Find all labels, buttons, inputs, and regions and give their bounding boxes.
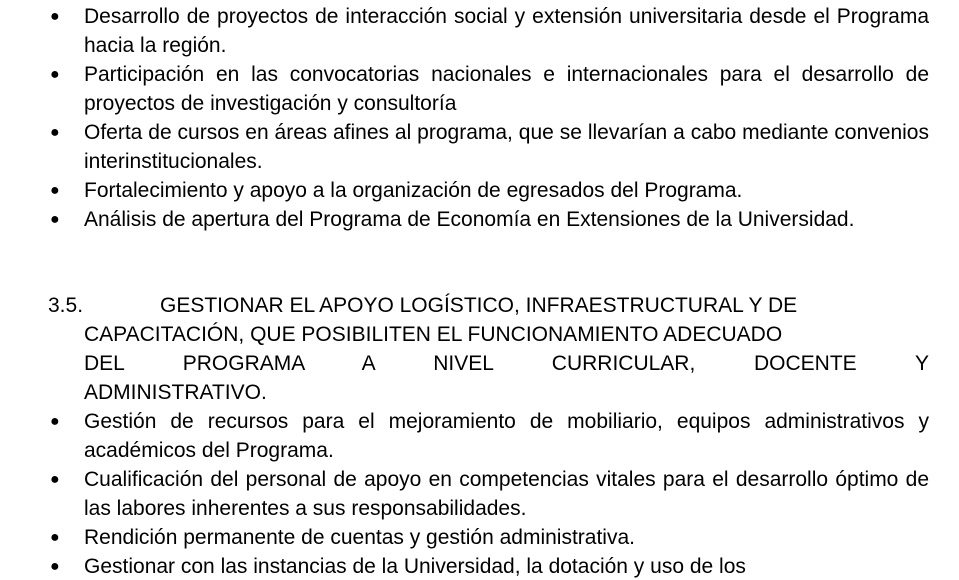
list-item-text: Fortalecimiento y apoyo a la organización de egresados del Programa. <box>84 179 743 202</box>
list-item-text: Desarrollo de proyectos de interacción social y extensión universitaria desde el Programa hacia la región. <box>84 5 929 57</box>
bullet-icon: ● <box>50 182 60 199</box>
list-item <box>0 552 929 580</box>
list-item-text: Oferta de cursos en áreas afines al programa, que se llevarían a cabo mediante convenios interinstitucionales. <box>84 121 929 173</box>
list-item <box>0 118 929 176</box>
list-item <box>0 523 929 552</box>
bullet-icon: ● <box>50 124 60 141</box>
list-item-text: Análisis de apertura del Programa de Economía en Extensiones de la Universidad. <box>84 208 855 231</box>
section-heading-text: GESTIONAR EL APOYO LOGÍSTICO, INFRAESTRUCTURAL Y DE <box>160 294 798 317</box>
section-heading-line: ADMINISTRATIVO. <box>84 381 267 404</box>
bullet-icon: ● <box>50 8 60 25</box>
list-item-text: Rendición permanente de cuentas y gestión administrativa. <box>84 526 635 549</box>
list-item <box>0 60 929 118</box>
bullet-icon: ● <box>50 471 60 488</box>
bullet-icon: ● <box>50 558 60 575</box>
bullet-icon: ● <box>50 529 60 546</box>
list-item <box>0 465 929 523</box>
list-item <box>0 205 929 234</box>
bullet-icon: ● <box>50 211 60 228</box>
list-item <box>0 176 929 205</box>
section-number: 3.5. <box>48 294 84 317</box>
list-item-text: Gestión de recursos para el mejoramiento de mobiliario, equipos administrativos y académicos del Programa. <box>84 410 929 462</box>
section-heading-line: DEL PROGRAMA A NIVEL CURRICULAR, DOCENTE Y <box>84 352 929 375</box>
list-item-text: Participación en las convocatorias nacionales e internacionales para el desarrollo de proyectos de investigación y consultoría <box>84 63 929 115</box>
bullet-list-extension <box>0 2 959 234</box>
bullet-list-logistics <box>0 407 959 580</box>
bullet-icon: ● <box>50 413 60 430</box>
bullet-icon: ● <box>50 66 60 83</box>
list-item-text: Gestionar con las instancias de la Universidad, la dotación y uso de los <box>84 555 746 578</box>
section-heading <box>48 291 929 407</box>
list-item <box>0 2 929 60</box>
section-heading-line <box>48 291 929 320</box>
list-item <box>0 407 929 465</box>
section-heading-line: CAPACITACIÓN, QUE POSIBILITEN EL FUNCIONAMIENTO ADECUADO <box>84 323 783 346</box>
list-item-text: Cualificación del personal de apoyo en competencias vitales para el desarrollo óptimo de las labores inherentes a sus responsabilidades. <box>84 468 929 520</box>
